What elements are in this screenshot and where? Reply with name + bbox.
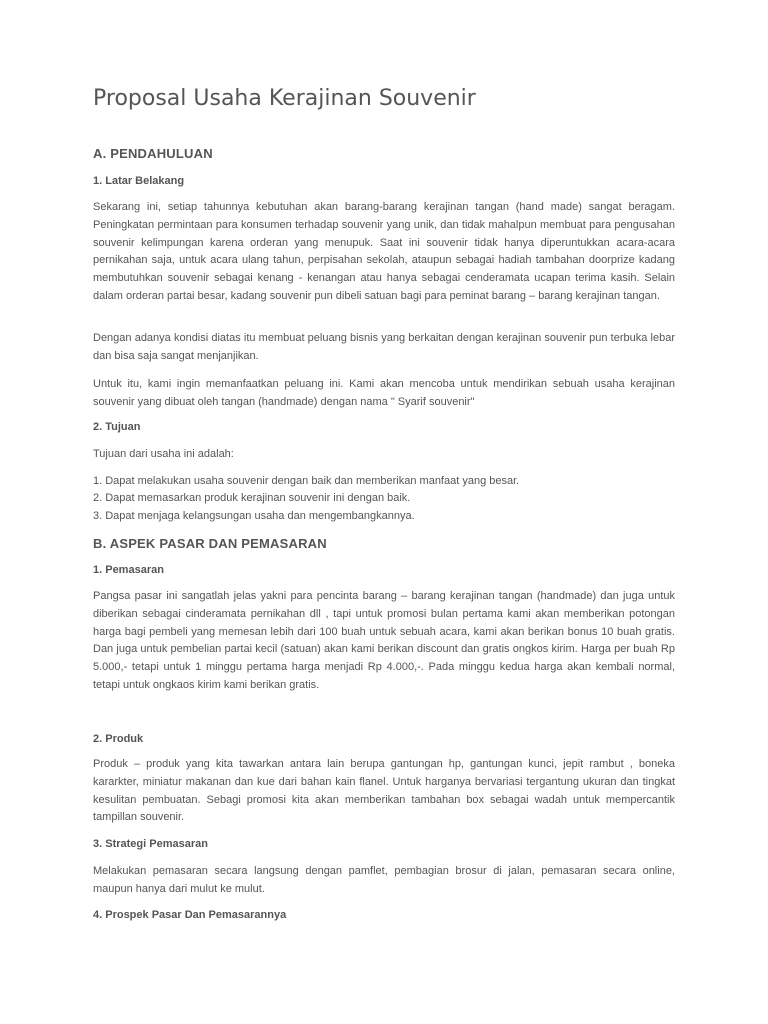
paragraph-tujuan-intro: Tujuan dari usaha ini adalah: [93, 448, 234, 460]
section-heading-aspek-pasar: B. ASPEK PASAR DAN PEMASARAN [93, 536, 327, 551]
subheading-prospek-pasar: 4. Prospek Pasar Dan Pemasarannya [93, 909, 287, 921]
section-heading-pendahuluan: A. PENDAHULUAN [93, 146, 213, 161]
paragraph-latar-belakang-3: Untuk itu, kami ingin memanfaatkan peluang ini. Kami akan mencoba untuk mendirikan sebuah usaha kerajinan souvenir yang dibuat oleh tangan (handmade) dengan nama " Syarif souvenir" [93, 378, 675, 408]
document-title: Proposal Usaha Kerajinan Souvenir [93, 86, 476, 111]
subheading-pemasaran: 1. Pemasaran [93, 564, 164, 576]
list-item-tujuan-2: 2. Dapat memasarkan produk kerajinan souvenir ini dengan baik. [93, 492, 411, 504]
subheading-produk: 2. Produk [93, 733, 144, 745]
subheading-strategi-pemasaran: 3. Strategi Pemasaran [93, 838, 208, 850]
subheading-latar-belakang: 1. Latar Belakang [93, 175, 185, 187]
list-item-tujuan-3: 3. Dapat menjaga kelangsungan usaha dan mengembangkannya. [93, 510, 415, 522]
paragraph-strategi-pemasaran: Melakukan pemasaran secara langsung dengan pamflet, pembagian brosur di jalan, pemasaran secara online, maupun hanya dari mulut ke mulut. [93, 865, 675, 895]
subheading-tujuan: 2. Tujuan [93, 421, 141, 433]
paragraph-pemasaran: Pangsa pasar ini sangatlah jelas yakni para pencinta barang – barang kerajinan tangan (handmade) dan juga untuk diberikan sebagai cinderamata pernikahan dll , tapi untuk promosi bulan pertama kami akan memberikan potongan harga bagi pembeli yang memesan lebih dari 100 buah untuk sebuah acara, kami akan berikan bonus 10 buah gratis. Dan juga untuk pembelian partai kecil (satuan) akan kami berikan discount dan gratis ongkos kirim. Harga per buah Rp 5.000,- tetapi untuk 1 minggu pertama harga menjadi Rp 4.000,-. Pada minggu kedua harga akan kembali normal, tetapi untuk ongkaos kirim kami berikan gratis. [93, 590, 675, 691]
list-item-tujuan-1: 1. Dapat melakukan usaha souvenir dengan baik dan memberikan manfaat yang besar. [93, 475, 520, 487]
paragraph-latar-belakang-1: Sekarang ini, setiap tahunnya kebutuhan akan barang-barang kerajinan tangan (hand made) sangat beragam. Peningkatan permintaan para konsumen terhadap souvenir yang unik, dan tidak mahalpun membuat para pengusahan souvenir kelimpungan karena orderan yang menupuk. Saat ini souvenir tidak hanya diperuntukkan acara-acara pernikahan saja, untuk acara ulang tahun, perpisahan sekolah, ataupun sebagai hadiah tambahan doorprize kadang membutuhkan souvenir sebagai kenang - kenangan atau hanya sebagai cenderamata ucapan terima kasih. Selain dalam orderan partai besar, kadang souvenir pun dibeli satuan bagi para peminat barang – barang kerajinan tangan. [93, 201, 675, 302]
paragraph-produk: Produk – produk yang kita tawarkan antara lain berupa gantungan hp, gantungan kunci, jepit rambut , boneka kararkter, miniatur makanan dan kue dari bahan kain flanel. Untuk harganya bervariasi tergantung ukuran dan tingkat kesulitan pembuatan. Sebagi promosi kita akan memberikan tambahan box sebagai wadah untuk mempercantik tampillan souvenir. [93, 758, 675, 824]
paragraph-latar-belakang-2: Dengan adanya kondisi diatas itu membuat peluang bisnis yang berkaitan dengan kerajinan souvenir pun terbuka lebar dan bisa saja sangat menjanjikan. [93, 332, 675, 362]
